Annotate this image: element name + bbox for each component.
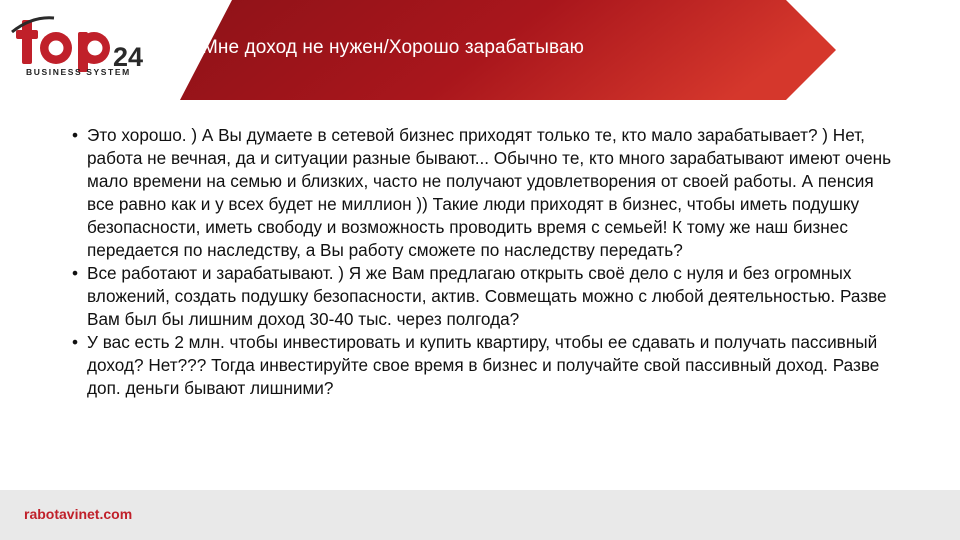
bullet-marker-icon: • <box>72 263 79 283</box>
bullet-text: Это хорошо. ) А Вы думаете в сетевой бизнес приходят только те, кто мало зарабатывает? ) Нет, работа не вечная, да и ситуации разные бывают... Обычно те, кто много зарабатывают имеют очень мало времени на семью и близких, часто не получают удовлетворения от своей работы. А пенсия все равно как и у всех будет не миллион )) Такие люди приходят в бизнес, чтобы иметь подушку безопасности, иметь свободу и возможность проводить время с семьей! К тому же наш бизнес передается по наследству, а Вы работу сможете по наследству передать? <box>87 125 892 260</box>
bullet-item <box>70 262 892 331</box>
bullet-text: У вас есть 2 млн. чтобы инвестировать и купить квартиру, чтобы ее сдавать и получать пассивный доход? Нет??? Тогда инвестируйте свое время в бизнес и получайте свой пассивный доход. Разве доп. деньги бывают лишними? <box>87 332 880 398</box>
top24-logo <box>10 12 160 90</box>
bullet-text: Все работают и зарабатывают. ) Я же Вам предлагаю открыть своё дело с нуля и без огромных вложений, создать подушку безопасности, актив. Совмещать можно с любой деятельностью. Разве Вам был бы лишним доход 30-40 тыс. через полгода? <box>87 263 887 329</box>
footer-site-link[interactable]: rabotavinet.com <box>24 506 133 522</box>
bullet-list <box>70 124 892 400</box>
logo-tagline: BUSINESS SYSTEM <box>26 67 131 77</box>
slide-title: Мне доход не нужен/Хорошо зарабатываю <box>202 37 585 58</box>
bullet-marker-icon: • <box>72 125 79 145</box>
logo-number: 24 <box>113 42 144 72</box>
bullet-item <box>70 331 892 400</box>
footer-bar <box>0 490 960 540</box>
content-area <box>70 124 892 400</box>
bullet-item <box>70 124 892 262</box>
bullet-marker-icon: • <box>72 332 79 352</box>
